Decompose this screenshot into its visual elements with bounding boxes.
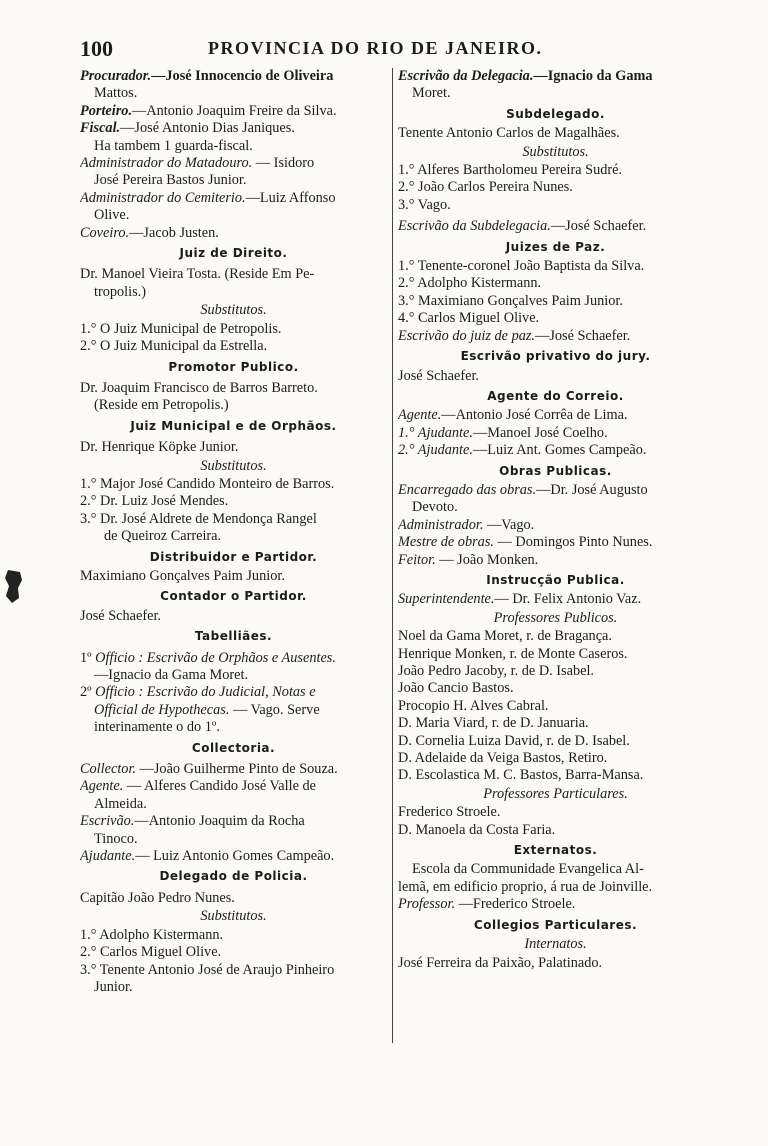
subsection-heading: Substitutos. [522,143,589,160]
subsection-heading: Substitutos. [200,457,267,474]
role-label: Superintendente. [398,591,495,608]
text-line: José Schaefer. [398,367,479,384]
person-name: — Isidoro [252,155,315,172]
subsection-heading: Professores Publicos. [493,609,618,626]
text-line: Dr. Henrique Köpke Junior. [80,439,239,456]
role-label: Administrador do Matadouro. [80,155,253,172]
role-label: 1.° Ajudante. [398,424,473,441]
page-title: PROVINCIA DO RIO DE JANEIRO. [208,38,543,58]
section-heading: Contador o Partidor. [160,589,307,604]
office-number: 2º [80,684,92,701]
section-heading: Juiz Municipal e de Orphãos. [130,418,337,433]
page-number: 100 [80,36,113,61]
person-name: — Luiz Antonio Gomes Campeão. [135,848,335,865]
substitute-item: 2.° João Carlos Pereira Nunes. [398,179,573,196]
substitute-item: 3.° Vago. [398,196,451,213]
person-name: —Dr. José Augusto [536,481,648,498]
text-line: Dr. Manoel Vieira Tosta. (Reside Em Pe- [80,266,315,283]
text-line: (Reside em Petropolis.) [94,397,229,414]
text-line: Escola da Communidade Evangelica Al- [412,861,644,878]
teacher-item: D. Manoela da Costa Faria. [398,821,556,838]
role-label: Escrivão da Delegacia. [398,68,534,84]
entry-administrador-cemiterio [80,190,387,225]
left-column [80,68,387,996]
person-name: —Jacob Justen. [129,224,219,241]
person-name: —João Guilherme Pinto de Souza. [136,761,338,778]
person-name: —Luiz Ant. Gomes Campeão. [472,442,647,459]
section-heading: Delegado de Policia. [159,869,308,884]
entry-procurador [80,68,387,103]
role-label: Administrador do Cemiterio. [80,189,246,206]
substitute-item: 2.° O Juiz Municipal da Estrella. [80,338,268,355]
column-divider [392,68,393,1043]
role-label: Encarregado das obras. [398,481,537,498]
text-line: tropolis.) [94,283,147,300]
section-heading: Subdelegado. [506,106,605,121]
role-label: Mestre de obras. [398,534,494,551]
person-name-cont: Mattos. [94,85,138,102]
text-line: lemã, em edificio proprio, á rua de Joinville. [398,878,653,895]
substitute-item-cont: de Queiroz Carreira. [104,528,222,545]
person-name-cont: Almeida. [94,795,147,812]
subsection-heading: Professores Particulares. [483,785,628,802]
section-heading: Agente do Correio. [487,388,624,403]
judge-item: 1.° Tenente-coronel João Baptista da Silva. [398,258,645,275]
section-heading: Juiz de Direito. [179,246,288,261]
section-heading: Collectoria. [191,740,276,755]
role-label: Collector. [80,761,136,778]
person-name-cont: Devoto. [412,499,458,516]
teacher-item: Henrique Monken, r. de Monte Caseros. [398,645,628,662]
section-heading: Externatos. [513,843,598,858]
office-title: Officio : Escrivão do Judicial, Notas e [95,684,316,701]
role-label: Coveiro. [80,224,130,241]
role-label: Administrador. [398,516,484,533]
role-label: Professor. [398,896,456,913]
office-status: — Vago. Serve [229,701,320,718]
role-label: Fiscal. [80,120,121,137]
person-name: —José Schaefer. [550,218,647,235]
ink-blot-mark [2,568,24,604]
section-heading: Distribuidor e Partidor. [149,549,318,564]
person-name: — João Monken. [435,551,539,568]
person-name: —José Schaefer. [535,327,631,344]
person-name: — Dr. Felix Antonio Vaz. [494,591,642,608]
office-title-cont: Official de Hypothecas. [94,701,230,718]
person-name-cont: Tinoco. [94,830,138,847]
section-heading: Tabelliães. [194,629,273,644]
section-heading: Instrucção Publica. [486,572,625,587]
person-name: —Frederico Stroele. [455,896,576,913]
teacher-item: Noel da Gama Moret, r. de Bragança. [398,628,612,645]
person-name: —José Innocencio de Oliveira [151,68,334,84]
right-column [398,68,713,972]
person-name-cont: José Pereira Bastos Junior. [94,172,247,189]
entry-administrador-matadouro [80,155,387,190]
section-heading: Juizes de Paz. [505,239,606,254]
entry-fiscal [80,120,387,155]
subsection-heading: Substitutos. [200,302,267,319]
section-heading: Collegios Particulares. [473,917,638,932]
text-line: Dr. Joaquim Francisco de Barros Barreto. [80,379,318,396]
office-note: interinamente o do 1º. [94,719,220,736]
substitute-item: 1.° Major José Candido Monteiro de Barros. [80,475,335,492]
text-line: Maximiano Gonçalves Paim Junior. [80,567,285,584]
person-name: —Ignacio da Gama Moret. [94,667,249,683]
person-name: —Antonio Joaquim da Rocha [134,813,305,830]
substitute-item: 2.° Carlos Miguel Olive. [80,944,222,961]
teacher-item: Procopio H. Alves Cabral. [398,697,549,714]
person-name-cont: Moret. [412,85,451,102]
office-title: Officio : Escrivão de Orphãos e Ausentes. [95,649,336,666]
person-name: — Domingos Pinto Nunes. [493,534,653,551]
subsection-heading: Substitutos. [200,908,267,925]
role-label: Procurador. [80,68,152,84]
teacher-item: Frederico Stroele. [398,804,501,821]
teacher-item: João Pedro Jacoby, r. de D. Isabel. [398,663,595,679]
subsection-heading: Internatos. [524,936,587,953]
section-heading: Escrivão privativo do jury. [460,349,651,364]
teacher-item: João Cancio Bastos. [398,680,514,697]
role-label: Agente. [80,778,124,795]
person-name: —Antonio José Corrêa de Lima. [441,407,628,424]
judge-item: 2.° Adolpho Kistermann. [398,275,542,292]
teacher-item: D. Adelaide da Veiga Bastos, Retiro. [398,750,608,767]
teacher-item: D. Cornelia Luiza David, r. de D. Isabel. [398,732,630,749]
substitute-item-cont: Junior. [94,978,133,995]
substitute-item: 2.° Dr. Luiz José Mendes. [80,493,229,510]
role-label: Porteiro. [80,102,133,119]
role-label: Ajudante. [80,848,136,865]
person-name: —Luiz Affonso [245,189,336,206]
teacher-item: D. Escolastica M. C. Bastos, Barra-Mansa. [398,767,644,784]
substitute-item: 1.° Adolpho Kistermann. [80,926,224,943]
person-name: — Alferes Candido José Valle de [123,778,316,795]
person-name: —Vago. [483,516,535,533]
judge-item: 4.° Carlos Miguel Olive. [398,310,540,327]
role-label: Escrivão da Subdelegacia. [398,218,551,235]
role-label: 2.° Ajudante. [398,442,473,459]
role-label: Feitor. [398,551,436,568]
fiscal-note: Ha tambem 1 guarda-fiscal. [94,137,253,154]
person-name: —Antonio Joaquim Freire da Silva. [132,102,337,119]
entry-coveiro [80,225,387,242]
substitute-item: 3.° Dr. José Aldrete de Mendonça Rangel [80,510,317,527]
text-line: Capitão João Pedro Nunes. [80,889,235,906]
person-name: —Manoel José Coelho. [472,424,608,441]
section-heading: Promotor Publico. [168,359,299,374]
teacher-item: D. Maria Viard, r. de D. Januaria. [398,715,589,732]
role-label: Escrivão. [80,813,135,830]
substitute-item: 1.° Alferes Bartholomeu Pereira Sudré. [398,162,623,179]
person-name-cont: Olive. [94,207,130,224]
role-label: Escrivão do juiz de paz. [398,327,536,344]
text-line: Tenente Antonio Carlos de Magalhães. [398,125,620,142]
text-line: José Schaefer. [80,607,161,624]
role-label: Agente. [398,407,442,424]
substitute-item: 3.° Tenente Antonio José de Araujo Pinheiro [80,961,335,978]
substitute-item: 1.° O Juiz Municipal de Petropolis. [80,320,282,337]
judge-item: 3.° Maximiano Gonçalves Paim Junior. [398,292,623,309]
entry-porteiro [80,103,387,120]
text-line: José Ferreira da Paixão, Palatinado. [398,954,603,971]
person-name: —Ignacio da Gama [533,68,653,84]
section-heading: Obras Publicas. [499,463,612,478]
page-header [80,36,720,66]
office-number: 1º [80,649,92,666]
person-name: —José Antonio Dias Janiques. [120,120,295,137]
